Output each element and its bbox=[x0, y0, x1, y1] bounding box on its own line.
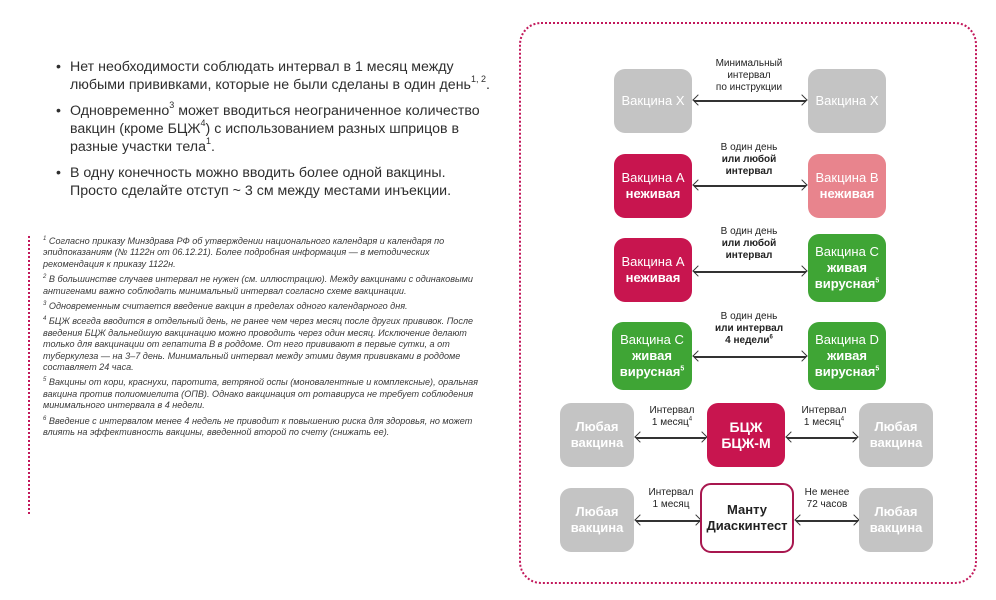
vaccine-a-inactivated: Вакцина А неживая bbox=[614, 154, 692, 218]
double-arrow bbox=[694, 100, 806, 102]
footnote: $^2$ В большинстве случаев интервал не нужен (см. иллюстрацию). Между вакцинами с одинаковыми антигенами важно соблюдать минимальный интервал согласно схеме вакцинации. bbox=[43, 274, 473, 296]
footnote: $^4$ БЦЖ всегда вводится в отдельный день, не ранее чем через месяц после других прививок. После введения БЦЖ дальнейшую вакцинацию можно проводить через один месяц. Исключение делают только для вакцинации от гепатита B в роддоме. От него прививают в первые сутки, а от туберкулеза — на 3–7 день. Минимальный интервал между этими двумя прививками в роддоме составляет 24 часа. bbox=[43, 316, 474, 373]
vaccine-a-inactivated: Вакцина А неживая bbox=[614, 238, 692, 302]
interval-label: Не менее 72 часов bbox=[804, 487, 850, 510]
bullet-item: • Нет необходимости соблюдать интервал в 1 месяц между любыми прививками, которые не были сделаны в один день$^{1, 2}$. bbox=[52, 58, 492, 94]
mantoux-diaskintest: Манту Диаскинтест bbox=[700, 483, 794, 553]
vaccine-d-live: Вакцина D живая вирусная$^5$ bbox=[808, 322, 886, 390]
any-vaccine-left: Любая вакцина bbox=[560, 488, 634, 552]
double-arrow bbox=[787, 437, 857, 439]
footnote: $^5$ Вакцины от кори, краснухи, паротита, ветряной оспы (моновалентные и комплексные), оральная вакцина против полиомиелита (ОПВ). Однако вакцинация от ротавируса не требует соблюдения минимального интервала в 4 недели. bbox=[43, 377, 479, 411]
interval-label: Интервал 1 месяц$^4$ bbox=[649, 405, 695, 428]
double-arrow bbox=[796, 520, 858, 522]
interval-label: Интервал 1 месяц$^4$ bbox=[801, 405, 847, 428]
footnote: $^6$ Введение с интервалом менее 4 недель не приводит к повышению риска для здоровья, но может влиять на эффективность вакцины, введенной второй по счету (снижать ее). bbox=[43, 415, 473, 438]
vaccine-b-inactivated: Вакцина В неживая bbox=[808, 154, 886, 218]
vaccine-x-left: Вакцина X bbox=[614, 69, 692, 133]
footnotes bbox=[43, 236, 493, 443]
vaccine-c-live: Вакцина С живая вирусная$^5$ bbox=[612, 322, 692, 390]
interval-label: Интервал 1 месяц bbox=[648, 487, 694, 510]
double-arrow bbox=[694, 185, 806, 187]
footnotes-divider bbox=[28, 236, 30, 514]
any-vaccine-left: Любая вакцина bbox=[560, 403, 634, 467]
double-arrow bbox=[636, 437, 706, 439]
vaccine-c-live: Вакцина С живая вирусная$^5$ bbox=[808, 234, 886, 302]
vaccine-x-right: Вакцина X bbox=[808, 69, 886, 133]
interval-label: В один день или любой интервал bbox=[720, 226, 778, 261]
bcg-vaccine: БЦЖ БЦЖ-М bbox=[707, 403, 785, 467]
any-vaccine-right: Любая вакцина bbox=[859, 488, 933, 552]
bullet-item: • Одновременно$^3$ может вводиться неограниченное количество вакцин (кроме БЦЖ$^4$) с использованием разных шприцов в разные участки тела$^1$. bbox=[52, 102, 492, 156]
bullet-list bbox=[52, 58, 492, 208]
interval-label: В один день или интервал 4 недели$^6$ bbox=[714, 311, 784, 346]
double-arrow bbox=[694, 271, 806, 273]
bullet-item: • В одну конечность можно вводить более одной вакцины. Просто сделайте отступ ~ 3 см между местами инъекции. bbox=[52, 164, 492, 200]
footnote: $^1$ Согласно приказу Минздрава РФ об утверждении национального календаря и календаря по эпидпоказаниям (№ 1122н от 06.12.21). Более подробная информация — в методических рекомендация к приказу 1122н. bbox=[43, 235, 445, 269]
interval-label: Минимальный интервал по инструкции bbox=[715, 58, 783, 93]
footnote: $^3$ Одновременным считается введение вакцин в пределах одного календарного дня. bbox=[43, 301, 408, 312]
any-vaccine-right: Любая вакцина bbox=[859, 403, 933, 467]
double-arrow bbox=[694, 356, 806, 358]
interval-label: В один день или любой интервал bbox=[720, 142, 778, 177]
double-arrow bbox=[636, 520, 700, 522]
